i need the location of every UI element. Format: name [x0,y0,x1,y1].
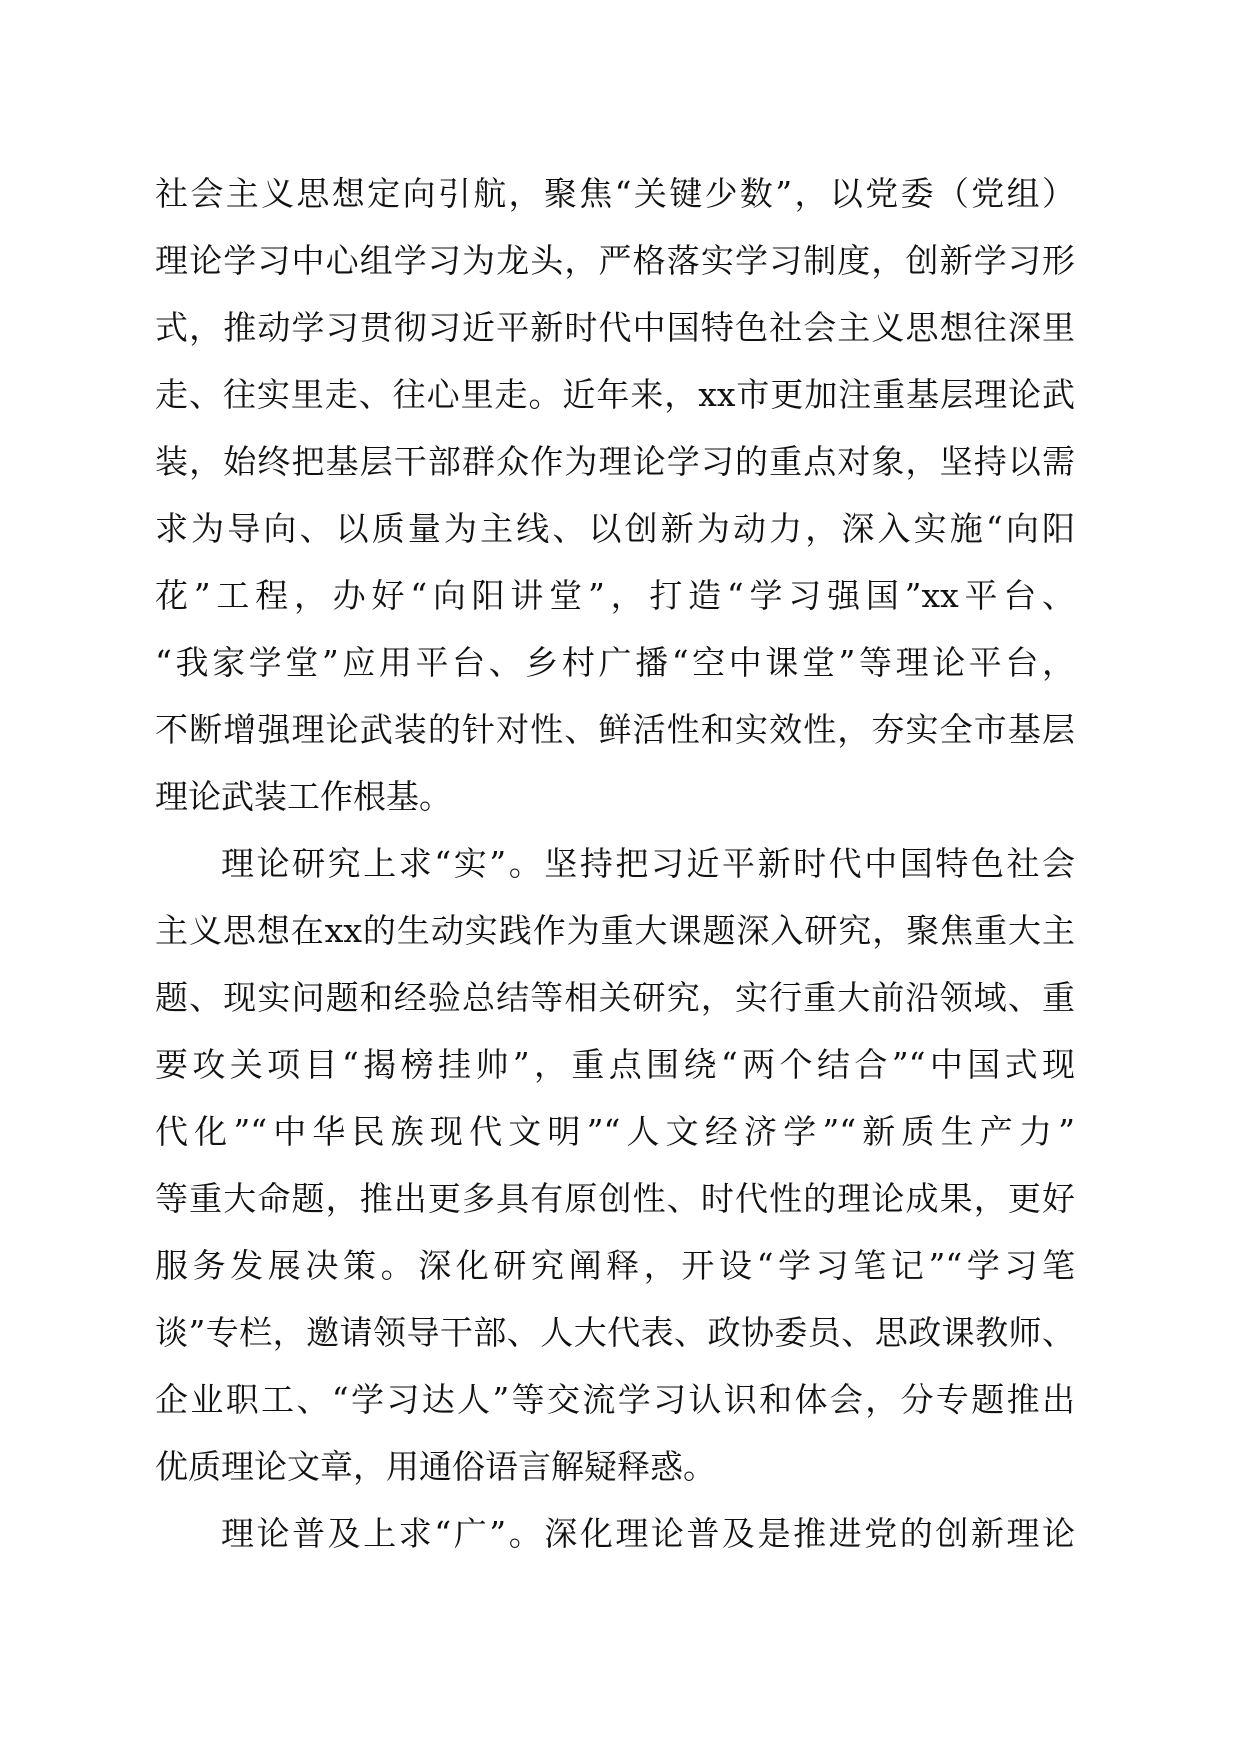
text-line: 优质理论文章，用通俗语言解疑释惑。 [155,1447,716,1486]
text-line: 社会主义思想定向引航，聚焦“关键少数”，以党委（党组） [155,174,1075,213]
text-line: 不断增强理论武装的针对性、鲜活性和实效性，夯实全市基层 [155,710,1075,749]
text-line: 式，推动学习贯彻习近平新时代中国特色社会主义思想往深里 [155,308,1075,347]
paragraph-heading-line: 理论研究上求“实”。坚持把习近平新时代中国特色社会 [221,844,1075,883]
text-line: 题、现实问题和经验总结等相关研究，实行重大前沿领域、重 [155,978,1075,1017]
text-line: 企业职工、“学习达人”等交流学习认识和体会，分专题推出 [155,1380,1075,1419]
text-line: 等重大命题，推出更多具有原创性、时代性的理论成果，更好 [155,1179,1075,1218]
text-line: 理论武装工作根基。 [155,777,452,816]
text-line: 谈”专栏，邀请领导干部、人大代表、政协委员、思政课教师、 [155,1313,1075,1352]
text-line: 装，始终把基层干部群众作为理论学习的重点对象，坚持以需 [155,442,1075,481]
text-line: 求为导向、以质量为主线、以创新为动力，深入实施“向阳 [155,509,1075,548]
text-line: “我家学堂”应用平台、乡村广播“空中课堂”等理论平台， [155,643,1075,682]
text-line: 要攻关项目“揭榜挂帅”，重点围绕“两个结合”“中国式现 [155,1045,1075,1084]
text-line: 代化”“中华民族现代文明”“人文经济学”“新质生产力” [155,1112,1075,1151]
text-line: 花”工程，办好“向阳讲堂”，打造“学习强国”xx平台、 [155,576,1075,615]
text-line: 走、往实里走、往心里走。近年来，xx市更加注重基层理论武 [155,375,1075,414]
text-line: 主义思想在xx的生动实践作为重大课题深入研究，聚焦重大主 [155,911,1075,950]
paragraph-heading-line: 理论普及上求“广”。深化理论普及是推进党的创新理论 [221,1514,1075,1553]
text-line: 理论学习中心组学习为龙头，严格落实学习制度，创新学习形 [155,241,1075,280]
text-line: 服务发展决策。深化研究阐释，开设“学习笔记”“学习笔 [155,1246,1075,1285]
document-body [155,160,1075,1567]
